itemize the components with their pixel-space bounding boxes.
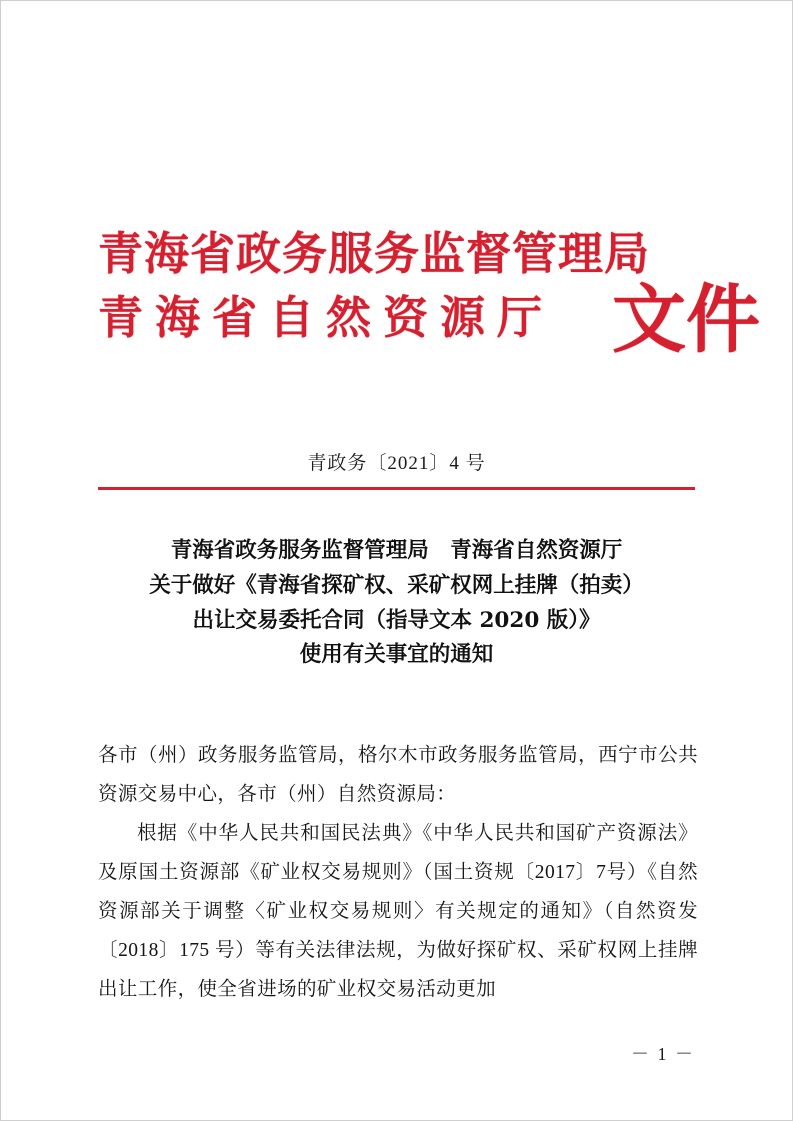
masthead-line-2: 青海省自然资源厅 (98, 290, 555, 344)
paragraph-basis: 根据《中华人民共和国民法典》《中华人民共和国矿产资源法》及原国土资源部《矿业权交易规则》（国土资规〔2017〕7号）《自然资源部关于调整〈矿业权交易规则〉有关规定的通知》（自然资发〔2018〕175 号）等有关法律法规，为做好探矿权、采矿权网上挂牌出让工作，使全省进场的矿业权交易活动更加 (98, 823, 698, 1000)
masthead (0, 222, 793, 412)
document-body (98, 736, 698, 1009)
page-number: － 1 － (631, 1044, 695, 1064)
title-line-3: 出让交易委托合同（指导文本 2020 版）》 (192, 607, 601, 633)
title-line-2: 关于做好《青海省探矿权、采矿权网上挂牌（拍卖） (149, 572, 644, 598)
document-title (78, 534, 715, 673)
masthead-issuers (98, 222, 651, 350)
document-number: 青政务〔2021〕4 号 (307, 453, 486, 474)
paragraph-recipients: 各市（州）政务服务监管局，格尔木市政务服务监管局，西宁市公共资源交易中心，各市（州）自然资源局： (98, 745, 698, 805)
title-line-1: 青海省政务服务监督管理局 青海省自然资源厅 (170, 538, 623, 563)
masthead-document-word: 文件 (612, 277, 760, 363)
masthead-line-1: 青海省政务服务监督管理局 (98, 227, 651, 280)
title-line-4: 使用有关事宜的通知 (299, 642, 494, 668)
red-divider-rule (98, 487, 695, 490)
